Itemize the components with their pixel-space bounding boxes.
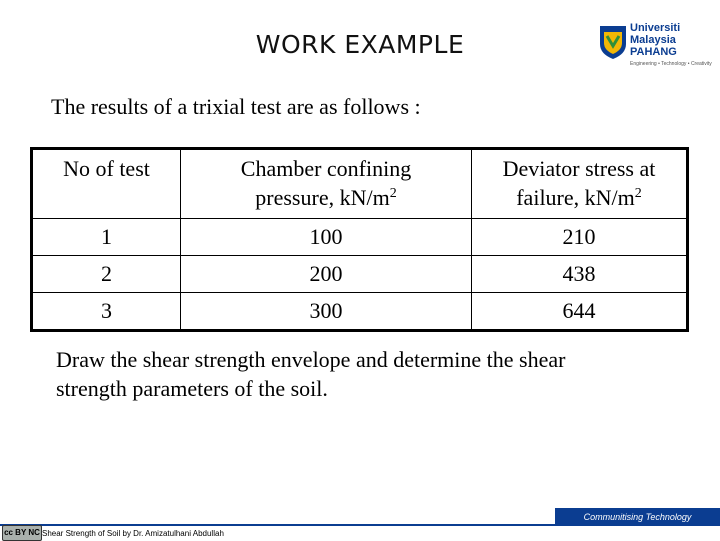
footer-credit: Shear Strength of Soil by Dr. Amizatulhani Abdullah xyxy=(42,529,224,538)
logo-text-line3: PAHANG xyxy=(630,46,677,58)
question-line1: Draw the shear strength envelope and determine the shear xyxy=(56,347,566,372)
cell-confining-pressure: 300 xyxy=(181,293,472,331)
header-chamber-pressure-sup: 2 xyxy=(389,186,397,201)
table-row xyxy=(32,256,688,293)
university-logo xyxy=(598,18,712,68)
footer-banner xyxy=(555,508,720,526)
logo-tagline: Engineering • Technology • Creativity xyxy=(630,61,712,67)
cell-test-number: 3 xyxy=(32,293,181,331)
header-deviator-stress xyxy=(472,149,688,219)
question-text xyxy=(56,345,656,403)
cell-deviator-stress: 210 xyxy=(472,219,688,256)
cell-deviator-stress: 438 xyxy=(472,256,688,293)
header-deviator-stress-line2: failure, kN/m xyxy=(516,185,635,210)
cell-deviator-stress: 644 xyxy=(472,293,688,331)
header-deviator-stress-sup: 2 xyxy=(634,186,642,201)
header-chamber-pressure-line1: Chamber confining xyxy=(240,156,412,181)
footer-tagline: Communitising Technology xyxy=(583,512,692,522)
table-row xyxy=(32,293,688,331)
question-line2: strength parameters of the soil. xyxy=(56,376,328,401)
cell-confining-pressure: 100 xyxy=(181,219,472,256)
header-deviator-stress-line1: Deviator stress at xyxy=(502,156,656,181)
table-header-row xyxy=(32,149,688,219)
cell-confining-pressure: 200 xyxy=(181,256,472,293)
cell-test-number: 2 xyxy=(32,256,181,293)
logo-text-line1: Universiti xyxy=(630,22,681,34)
header-no-of-test-label: No of test xyxy=(63,156,150,181)
shield-icon xyxy=(598,24,628,60)
intro-text: The results of a trixial test are as follows : xyxy=(51,94,421,119)
triaxial-results-table xyxy=(30,147,689,332)
header-no-of-test xyxy=(32,149,181,219)
table-row xyxy=(32,219,688,256)
header-chamber-pressure-line2: pressure, kN/m xyxy=(255,185,390,210)
cell-test-number: 1 xyxy=(32,219,181,256)
logo-text-line2: Malaysia xyxy=(630,34,676,46)
license-badge-icon: cc BY NC xyxy=(2,525,42,541)
slide-title: WORK EXAMPLE xyxy=(255,30,465,59)
header-chamber-pressure xyxy=(181,149,472,219)
